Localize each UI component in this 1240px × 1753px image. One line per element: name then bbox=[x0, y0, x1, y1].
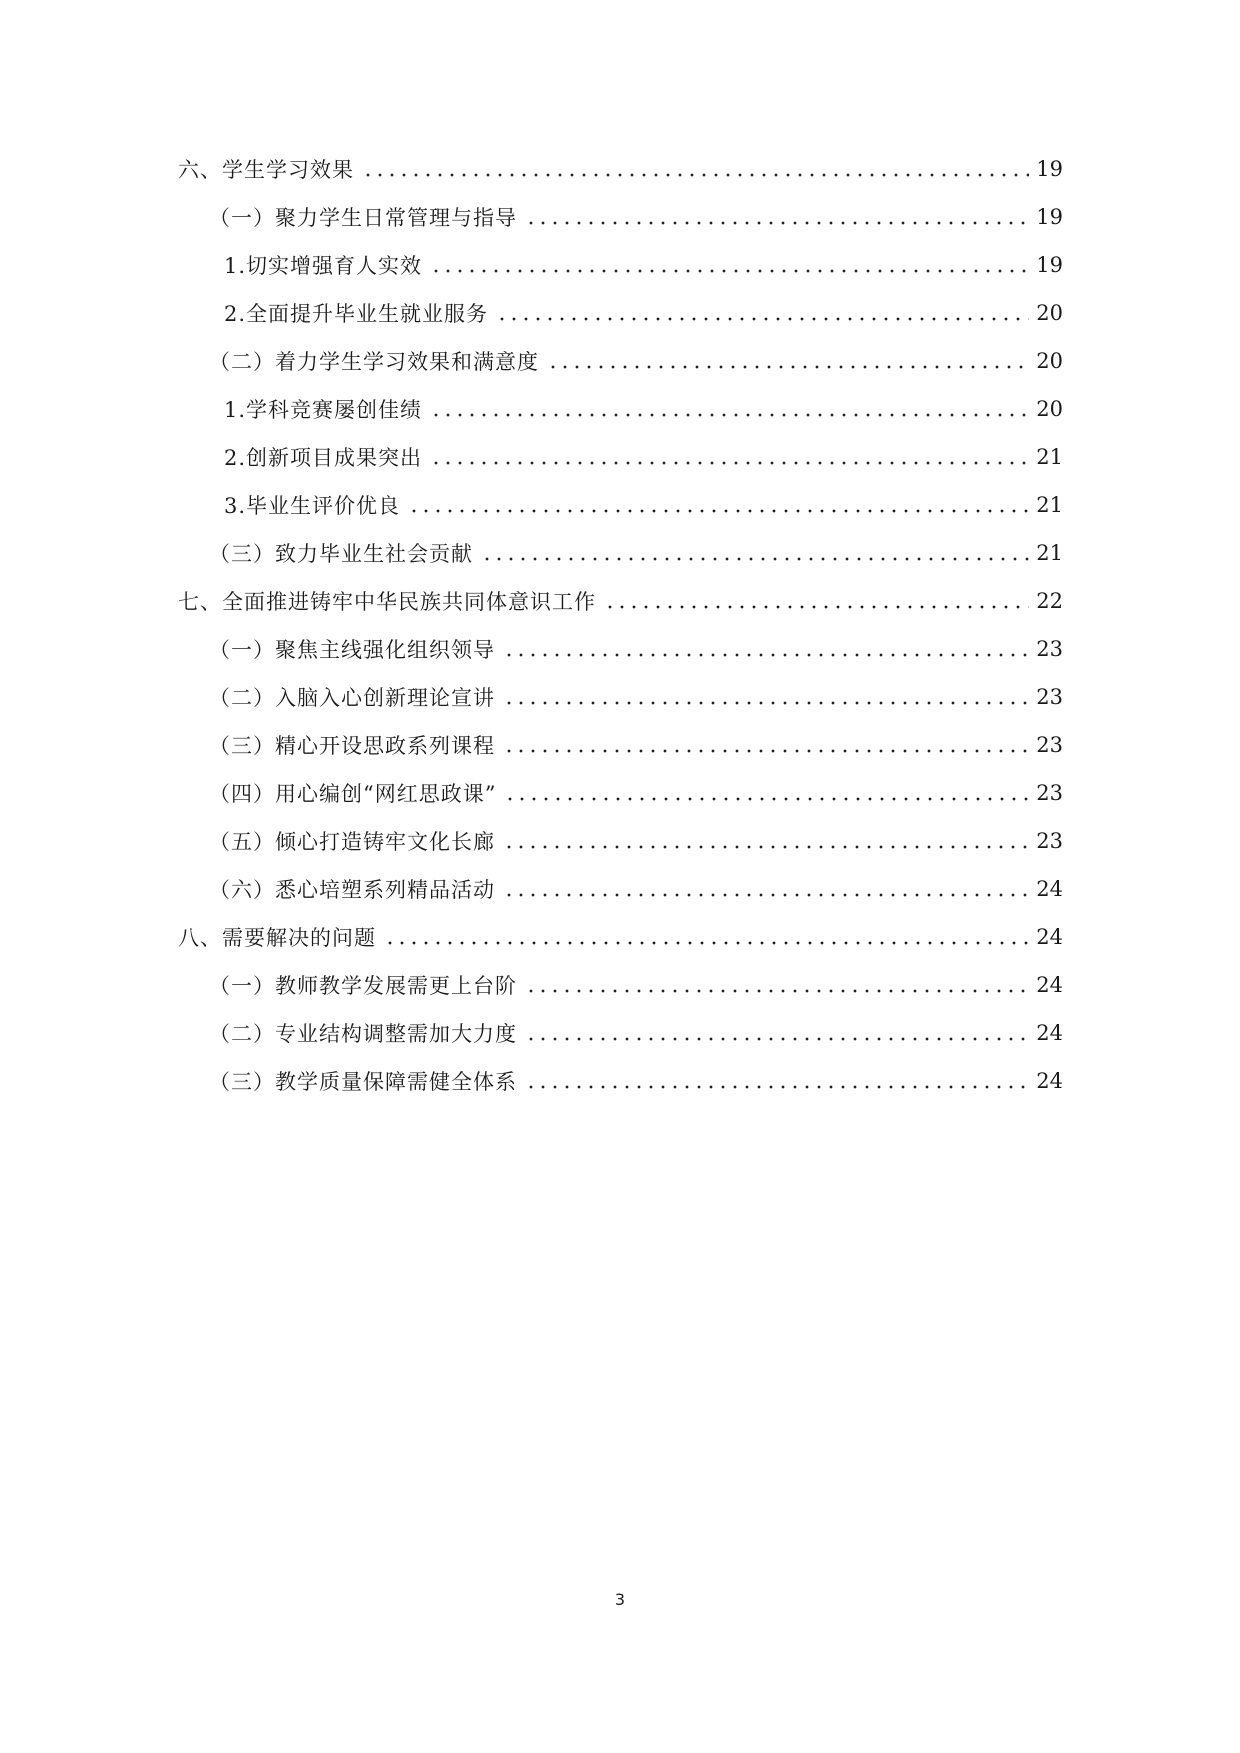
toc-entry-page: 24 bbox=[1036, 1069, 1063, 1093]
toc-entry[interactable] bbox=[0, 817, 1240, 865]
toc-entry-page: 20 bbox=[1036, 301, 1063, 325]
table-of-contents bbox=[0, 145, 1240, 1105]
dot-leader bbox=[408, 509, 1029, 513]
toc-entry-title: （一）教师教学发展需更上台阶 bbox=[209, 974, 517, 998]
toc-entry-title: （五）倾心打造铸牢文化长廊 bbox=[209, 830, 495, 854]
toc-entry[interactable] bbox=[0, 1009, 1240, 1057]
dot-leader bbox=[525, 1037, 1029, 1041]
dot-leader bbox=[503, 845, 1029, 849]
dot-leader bbox=[496, 317, 1029, 321]
dot-leader bbox=[430, 461, 1029, 465]
toc-entry-title: 六、学生学习效果 bbox=[178, 158, 354, 182]
toc-entry-page: 24 bbox=[1036, 973, 1063, 997]
toc-entry-page: 24 bbox=[1036, 925, 1063, 949]
toc-entry[interactable] bbox=[0, 673, 1240, 721]
toc-entry-title: 1.学科竞赛屡创佳绩 bbox=[224, 398, 423, 422]
toc-entry-title: 七、全面推进铸牢中华民族共同体意识工作 bbox=[178, 590, 596, 614]
toc-entry-page: 20 bbox=[1036, 349, 1063, 373]
dot-leader bbox=[503, 893, 1029, 897]
dot-leader bbox=[547, 365, 1029, 369]
toc-entry-page: 23 bbox=[1036, 781, 1063, 805]
dot-leader bbox=[525, 989, 1029, 993]
toc-entry-page: 23 bbox=[1036, 685, 1063, 709]
toc-entry-title: （三）致力毕业生社会贡献 bbox=[209, 542, 473, 566]
dot-leader bbox=[503, 701, 1029, 705]
toc-entry[interactable] bbox=[0, 769, 1240, 817]
toc-entry-title: （二）入脑入心创新理论宣讲 bbox=[209, 686, 495, 710]
toc-entry-title: 八、需要解决的问题 bbox=[178, 926, 376, 950]
dot-leader bbox=[384, 941, 1029, 945]
toc-entry-title: （一）聚焦主线强化组织领导 bbox=[209, 638, 495, 662]
dot-leader bbox=[481, 557, 1029, 561]
toc-entry[interactable] bbox=[0, 865, 1240, 913]
toc-entry[interactable] bbox=[0, 529, 1240, 577]
toc-entry[interactable] bbox=[0, 145, 1240, 193]
toc-entry[interactable] bbox=[0, 577, 1240, 625]
toc-entry-page: 23 bbox=[1036, 733, 1063, 757]
dot-leader bbox=[525, 221, 1029, 225]
toc-entry[interactable] bbox=[0, 1057, 1240, 1105]
toc-entry[interactable] bbox=[0, 481, 1240, 529]
toc-entry-page: 19 bbox=[1036, 253, 1063, 277]
toc-entry-title: （一）聚力学生日常管理与指导 bbox=[209, 206, 517, 230]
toc-entry-title: 1.切实增强育人实效 bbox=[224, 254, 423, 278]
toc-entry-page: 19 bbox=[1036, 157, 1063, 181]
toc-entry-title: 2.全面提升毕业生就业服务 bbox=[224, 302, 489, 326]
toc-entry[interactable] bbox=[0, 193, 1240, 241]
toc-entry-page: 22 bbox=[1036, 589, 1063, 613]
toc-entry[interactable] bbox=[0, 385, 1240, 433]
toc-entry-page: 23 bbox=[1036, 637, 1063, 661]
toc-entry-title: （二）着力学生学习效果和满意度 bbox=[209, 350, 539, 374]
toc-entry-title: （三）精心开设思政系列课程 bbox=[209, 734, 495, 758]
dot-leader bbox=[430, 269, 1029, 273]
toc-entry-page: 21 bbox=[1036, 541, 1063, 565]
dot-leader bbox=[503, 653, 1029, 657]
toc-entry[interactable] bbox=[0, 721, 1240, 769]
dot-leader bbox=[525, 1085, 1029, 1089]
toc-entry-page: 20 bbox=[1036, 397, 1063, 421]
toc-entry-title: （四）用心编创“网红思政课” bbox=[209, 782, 497, 806]
toc-entry[interactable] bbox=[0, 625, 1240, 673]
toc-entry-title: （二）专业结构调整需加大力度 bbox=[209, 1022, 517, 1046]
dot-leader bbox=[430, 413, 1029, 417]
toc-entry-title: （六）悉心培塑系列精品活动 bbox=[209, 878, 495, 902]
dot-leader bbox=[504, 797, 1029, 801]
toc-entry[interactable] bbox=[0, 961, 1240, 1009]
toc-entry-title: 2.创新项目成果突出 bbox=[224, 446, 423, 470]
toc-entry-page: 21 bbox=[1036, 493, 1063, 517]
toc-entry[interactable] bbox=[0, 289, 1240, 337]
toc-entry-page: 21 bbox=[1036, 445, 1063, 469]
toc-entry[interactable] bbox=[0, 241, 1240, 289]
toc-entry-title: （三）教学质量保障需健全体系 bbox=[209, 1070, 517, 1094]
toc-entry-page: 23 bbox=[1036, 829, 1063, 853]
dot-leader bbox=[362, 173, 1029, 177]
toc-entry-title: 3.毕业生评价优良 bbox=[224, 494, 401, 518]
toc-entry-page: 19 bbox=[1036, 205, 1063, 229]
toc-entry-page: 24 bbox=[1036, 1021, 1063, 1045]
page-number: 3 bbox=[614, 1590, 626, 1609]
dot-leader bbox=[604, 605, 1029, 609]
toc-entry[interactable] bbox=[0, 337, 1240, 385]
dot-leader bbox=[503, 749, 1029, 753]
toc-entry[interactable] bbox=[0, 913, 1240, 961]
toc-entry-page: 24 bbox=[1036, 877, 1063, 901]
toc-entry[interactable] bbox=[0, 433, 1240, 481]
